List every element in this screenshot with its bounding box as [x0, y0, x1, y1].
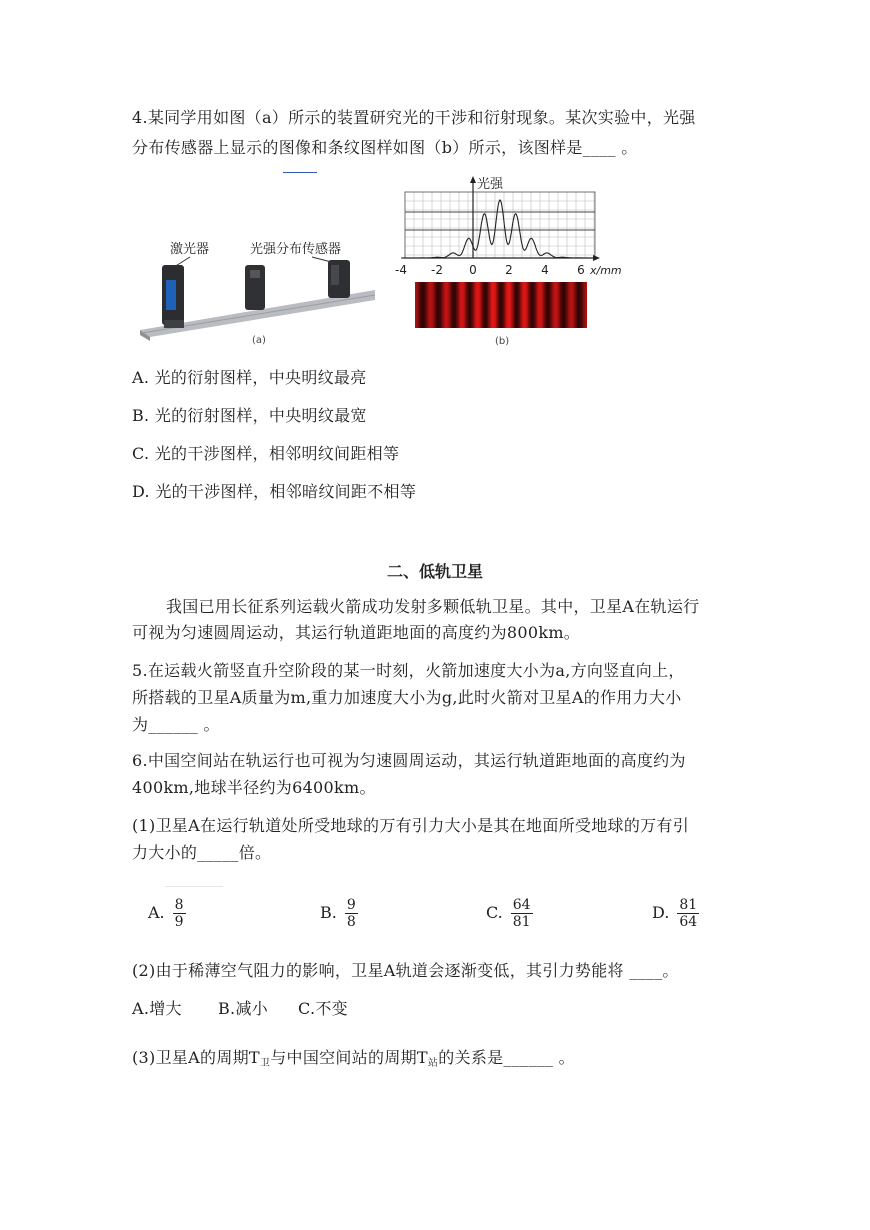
- grid-frame: [405, 192, 595, 258]
- label-sensor: 光强分布传感器: [250, 242, 342, 257]
- q6-part2-line: (2)由于稀薄空气阻力的影响，卫星A轨道会逐渐变低，其引力势能将 ____。: [132, 961, 679, 980]
- q4-line-1: 4.某同学用如图（a）所示的装置研究光的干涉和衍射现象。某次实验中，光强: [132, 108, 696, 127]
- q4-option-a[interactable]: A. 光的衍射图样，中央明纹最亮: [132, 368, 367, 387]
- section-intro-line-2: 可视为匀速圆周运动，其运行轨道距地面的高度约为800km。: [132, 623, 581, 642]
- q4-line-2: 分布传感器上显示的图像和条纹图样如图（b）所示，该图样是____ 。: [132, 138, 638, 157]
- figure-a-apparatus: [130, 225, 380, 350]
- q6-line-2: 400km,地球半径约为6400km。: [132, 778, 376, 797]
- fraction-a: $\frac{8}{9}$: [174, 897, 184, 930]
- q6-line-1: 6.中国空间站在轨运行也可视为匀速圆周运动，其运行轨道距地面的高度约为: [132, 751, 686, 770]
- y-axis-label: 光强: [477, 177, 504, 192]
- q6-part1-option-b[interactable]: B. $\frac{9}{8}$: [320, 897, 356, 930]
- fraction-b: $\frac{9}{8}$: [346, 897, 356, 930]
- q6-part1-option-d[interactable]: D. $\frac{81}{64}$: [652, 897, 698, 930]
- q4-option-b[interactable]: B. 光的衍射图样，中央明纹最宽: [132, 406, 367, 425]
- laser-device: [162, 265, 184, 328]
- fringe-pattern: [415, 282, 587, 328]
- x-tick-label: 0: [469, 263, 477, 277]
- label-laser: 激光器: [170, 242, 210, 257]
- intensity-curve: [401, 200, 590, 258]
- q6-part1-option-c[interactable]: C. $\frac{64}{81}$: [486, 897, 531, 930]
- x-tick-label: -4: [395, 263, 407, 277]
- q6-part2-option-c[interactable]: C.不变: [298, 999, 348, 1018]
- slit-holder: [245, 265, 265, 310]
- x-axis-label: x/mm: [590, 264, 622, 277]
- section-title: 二、低轨卫星: [386, 562, 483, 581]
- fraction-d: $\frac{81}{64}$: [679, 897, 698, 930]
- figure-b-intensity-chart: [395, 172, 635, 352]
- x-tick-label: 2: [505, 263, 513, 277]
- blue-underline-mark: [283, 172, 317, 173]
- section-intro-line-1: 我国已用长征系列运载火箭成功发射多颗低轨卫星。其中，卫星A在轨运行: [166, 597, 700, 616]
- q6-part2-option-a[interactable]: A.增大: [132, 999, 182, 1018]
- q6-part1-line-2: 力大小的_____倍。: [132, 843, 272, 862]
- q6-part2-option-b[interactable]: B.减小: [218, 999, 269, 1018]
- x-tick-label: 6: [577, 263, 585, 277]
- q5-line-2: 所搭载的卫星A质量为m,重力加速度大小为g,此时火箭对卫星A的作用力大小: [132, 688, 682, 707]
- caption-a: (a): [252, 335, 266, 346]
- q4-option-d[interactable]: D. 光的干涉图样，相邻暗纹间距不相等: [132, 482, 417, 501]
- caption-b: (b): [495, 336, 510, 347]
- divider: [165, 886, 223, 887]
- q6-part1-option-a[interactable]: A. $\frac{8}{9}$: [148, 897, 184, 930]
- q5-line-1: 5.在运载火箭竖直升空阶段的某一时刻，火箭加速度大小为a,方向竖直向上，: [132, 661, 685, 680]
- light-sensor-device: [328, 260, 350, 298]
- chart-grid: [405, 192, 595, 258]
- q6-part1-line-1: (1)卫星A在运行轨道处所受地球的万有引力大小是其在地面所受地球的万有引: [132, 816, 690, 835]
- fraction-c: $\frac{64}{81}$: [512, 897, 531, 930]
- q5-line-3: 为______ 。: [132, 715, 220, 734]
- x-tick-label: 4: [541, 263, 549, 277]
- x-tick-label: -2: [431, 263, 443, 277]
- q4-option-c[interactable]: C. 光的干涉图样，相邻明纹间距相等: [132, 444, 400, 463]
- x-tick-labels: [395, 263, 585, 277]
- q6-part3-line: (3)卫星A的周期$T_卫$与中国空间站的周期$T_站$的关系是______ 。: [132, 1048, 575, 1069]
